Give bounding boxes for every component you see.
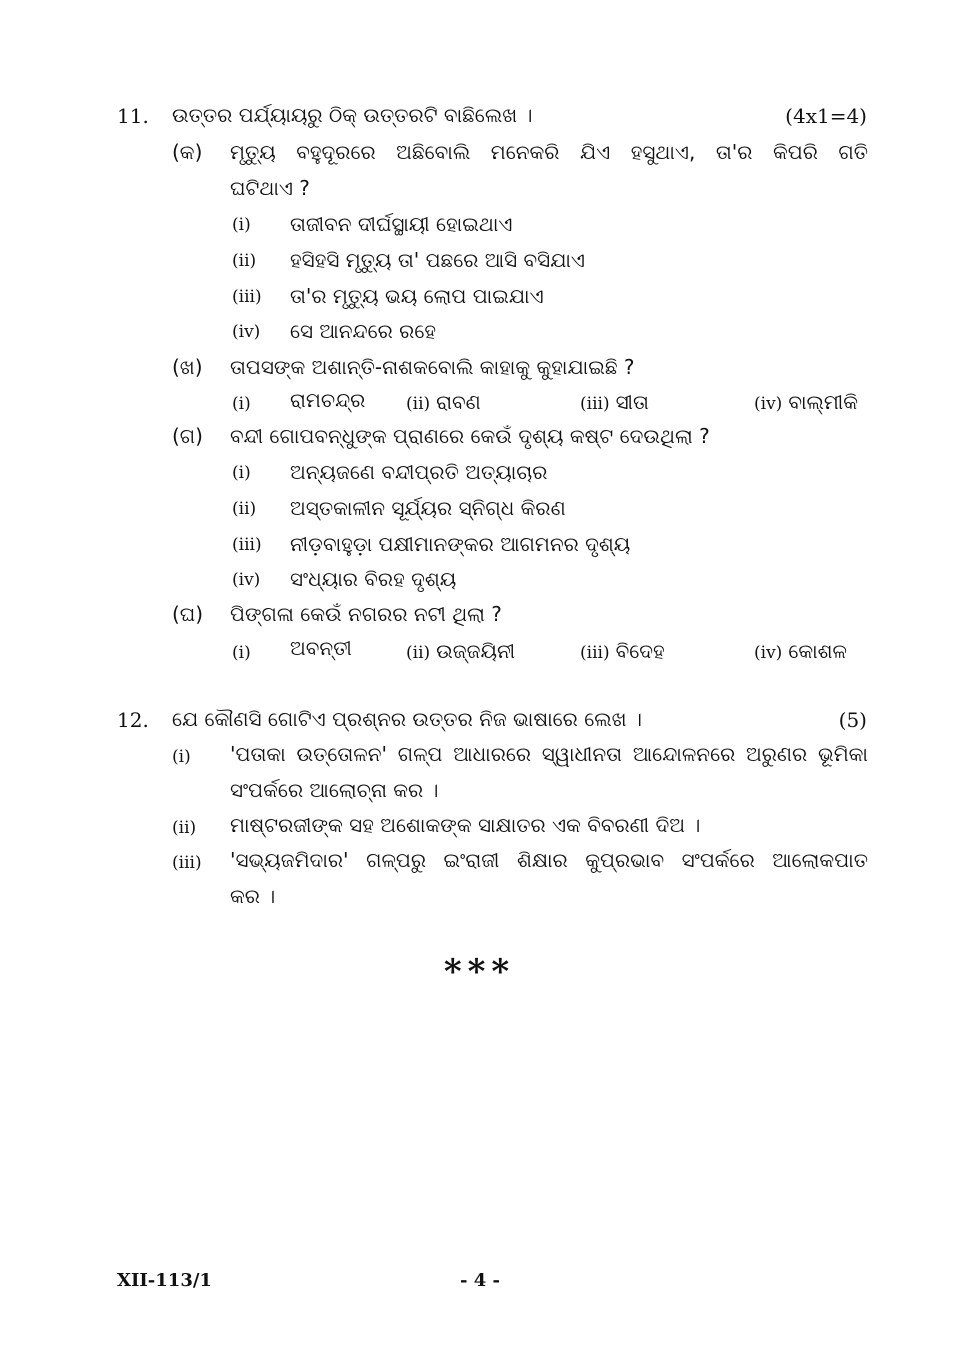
option-label: (iii) [580,643,610,663]
option-text: ଅନ୍ୟଜଣେ ବନ୍ଦୀପ୍ରତି ଅତ୍ୟାଚାର [290,460,548,484]
item-label: (ii) [172,818,197,838]
sub-question-label: (ଗ) [172,424,203,448]
option-text: ବାଲ୍ମୀକି [788,390,859,414]
option-label: (ii) [406,394,431,414]
option-label: (i) [232,394,251,414]
option-label: (i) [232,463,251,483]
sub-question-label: (ଖ) [172,355,203,379]
option-label: (iv) [754,394,783,414]
sub-question-line: ମୃତ୍ୟୁ ବହୁଦୂରରେ ଅଛିବୋଲି ମନେକରି ଯିଏ ହସୁଥାଏ, ତା'ର କିପରି ଗତି [230,140,868,164]
option [580,639,665,663]
sub-question-text: ତାପସଙ୍କ ଅଶାନ୍ତି-ନାଶକବୋଲି କାହାକୁ କୁହାଯାଇଛି ? [230,355,635,379]
question-number: 12. [117,708,149,732]
option-text: ହସିହସି ମୃତ୍ୟୁ ତା' ପଛରେ ଆସି ବସିଯାଏ [290,248,585,272]
option [580,390,649,414]
sub-question-label: (ଘ) [172,602,204,626]
question-instruction: ଉତ୍ତର ପର୍ଯ୍ୟାୟରୁ ଠିକ୍ ଉତ୍ତରଟି ବାଛିଲେଖ । [172,103,533,127]
option-label: (iii) [232,287,262,307]
option-text: ତାଜୀବନ ଦୀର୍ଘସ୍ଥାୟୀ ହୋଇଥାଏ [290,212,513,236]
item-line: 'ସଭ୍ୟଜମିଦାର' ଗଳ୍ପରୁ ଇଂରାଜୀ ଶିକ୍ଷାର କୁପ୍ରଭାବ ସଂପର୍କରେ ଆଲୋକପାତ [230,848,868,872]
sub-question-text: ବନ୍ଦୀ ଗୋପବନ୍ଧୁଙ୍କ ପ୍ରାଣରେ କେଉଁ ଦୃଶ୍ୟ କଷ୍ଟ ଦେଉଥିଲା ? [230,424,710,448]
sub-question-text: ପିଙ୍ଗଳା କେଉଁ ନଗରର ନଟୀ ଥିଲା ? [230,602,502,626]
option-label: (i) [232,643,251,663]
option-label: (iv) [754,643,783,663]
question-marks: (4x1=4) [785,104,867,128]
item-text [230,842,868,914]
option-label: (iii) [232,535,262,555]
option [754,390,858,414]
item-text [230,807,868,843]
option-text: ବିଦେହ [615,639,665,663]
paper-code: XII-113/1 [117,1270,212,1291]
option-label: (iii) [580,394,610,414]
section-separator: *** [443,952,516,992]
question-instruction: ଯେ କୌଣସି ଗୋଟିଏ ପ୍ରଶ୍ନର ଉତ୍ତର ନିଜ ଭାଷାରେ ଲେଖ । [172,707,642,731]
option [406,390,481,414]
sub-question-text [230,134,868,206]
option-label: (ii) [232,251,257,271]
option-text: ଅସ୍ତକାଳୀନ ସୂର୍ଯ୍ୟର ସ୍ନିଗ୍ଧ କିରଣ [290,496,566,520]
option [232,390,257,414]
option-text: ସଂଧ୍ୟାର ବିରହ ଦୃଶ୍ୟ [290,567,457,591]
item-label: (iii) [172,853,202,873]
question-number: 11. [117,104,149,128]
option-label: (i) [232,215,251,235]
sub-question-line: ଘଟିଥାଏ ? [230,176,310,200]
option-text: କୋଶଳ [788,639,847,663]
option-text: ତା'ର ମୃତ୍ୟୁ ଭୟ ଲୋପ ପାଇଯାଏ [290,284,544,308]
option-label: (ii) [406,643,431,663]
option [754,639,847,663]
option [232,639,257,663]
item-text [230,736,868,808]
item-label: (i) [172,747,191,767]
option [406,639,515,663]
option-label: (ii) [232,499,257,519]
item-line: ମାଷ୍ଟରଜୀଙ୍କ ସହ ଅଶୋକଙ୍କ ସାକ୍ଷାତର ଏକ ବିବରଣୀ ଦିଅ । [230,813,701,837]
item-line: କର । [230,884,276,908]
option-text: ସୀତା [615,390,649,414]
page-number: - 4 - [460,1270,500,1291]
option-text: ନୀଡ଼ବାହୁଡ଼ା ପକ୍ଷୀମାନଙ୍କର ଆଗମନର ଦୃଶ୍ୟ [290,532,631,556]
item-line: 'ପତାକା ଉତ୍ତୋଳନ' ଗଳ୍ପ ଆଧାରରେ ସ୍ୱାଧୀନତା ଆନ୍ଦୋଳନରେ ଅରୁଣର ଭୂମିକା [230,742,868,766]
option-text: ଉଜ୍ଜୟିନୀ [436,639,516,663]
option-label: (iv) [232,322,261,342]
question-marks: (5) [838,708,867,732]
option-text: ଅବନ୍ତୀ [290,636,352,660]
option-text: ସେ ଆନନ୍ଦରେ ରହେ [290,319,437,343]
sub-question-label: (କ) [172,140,203,164]
option-text: ରାମଚନ୍ଦ୍ର [290,388,366,412]
option-text: ରାବଣ [436,390,481,414]
option-label: (iv) [232,570,261,590]
item-line: ସଂପର୍କରେ ଆଲୋଚ୍ନା କର । [230,778,439,802]
